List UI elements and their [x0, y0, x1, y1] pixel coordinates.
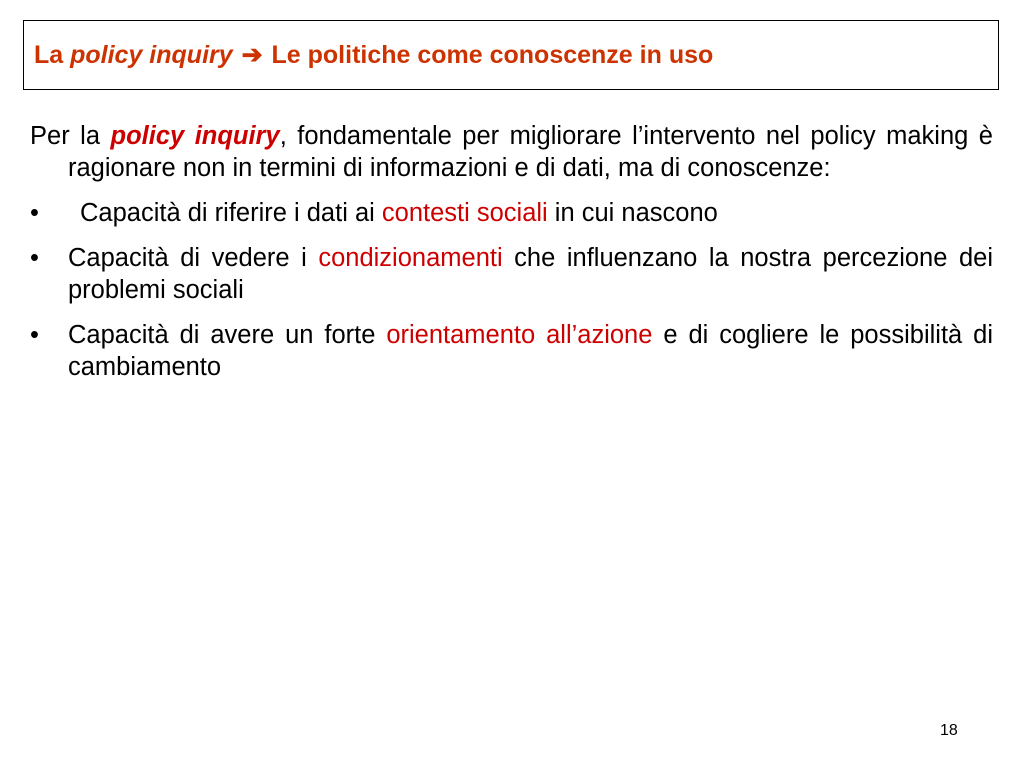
intro-post: , fondamentale per migliorare l’intervento nel policy making è ragionare non in termini di informazioni e di dati, ma di conoscenze:	[68, 122, 993, 182]
bullet-pre: Capacità di avere un forte	[68, 321, 387, 349]
title-prefix: La	[34, 41, 71, 69]
bullet-marker: •	[30, 321, 39, 349]
slide-body	[30, 120, 993, 396]
bullet-post: che influenzano la nostra percezione dei problemi sociali	[68, 244, 993, 304]
bullet-pre: Capacità di riferire i dati ai	[80, 199, 382, 227]
page-number: 18	[940, 722, 958, 739]
bullet-highlight: contesti sociali	[381, 199, 548, 227]
bullet-post: in cui nascono	[547, 199, 718, 227]
bullet-marker: •	[30, 244, 39, 272]
intro-paragraph	[30, 120, 993, 184]
bullet-highlight: orientamento all’azione	[386, 321, 653, 349]
bullet-marker: •	[30, 199, 39, 227]
slide-title	[34, 40, 713, 70]
bullet-pre: Capacità di vedere i	[68, 244, 319, 272]
title-italic-term: policy inquiry	[70, 41, 233, 69]
title-suffix: Le politiche come conoscenze in uso	[264, 41, 714, 69]
bullet-item	[30, 242, 993, 306]
intro-pre: Per la	[30, 122, 111, 150]
right-arrow-icon: ➔	[241, 41, 263, 69]
intro-term: policy inquiry	[110, 122, 280, 150]
slide-title-box	[23, 20, 999, 90]
bullet-highlight: condizionamenti	[318, 244, 503, 272]
bullet-item	[30, 197, 993, 229]
bullet-item	[30, 319, 993, 383]
bullet-post: e di cogliere le possibilità di cambiamento	[68, 321, 993, 381]
